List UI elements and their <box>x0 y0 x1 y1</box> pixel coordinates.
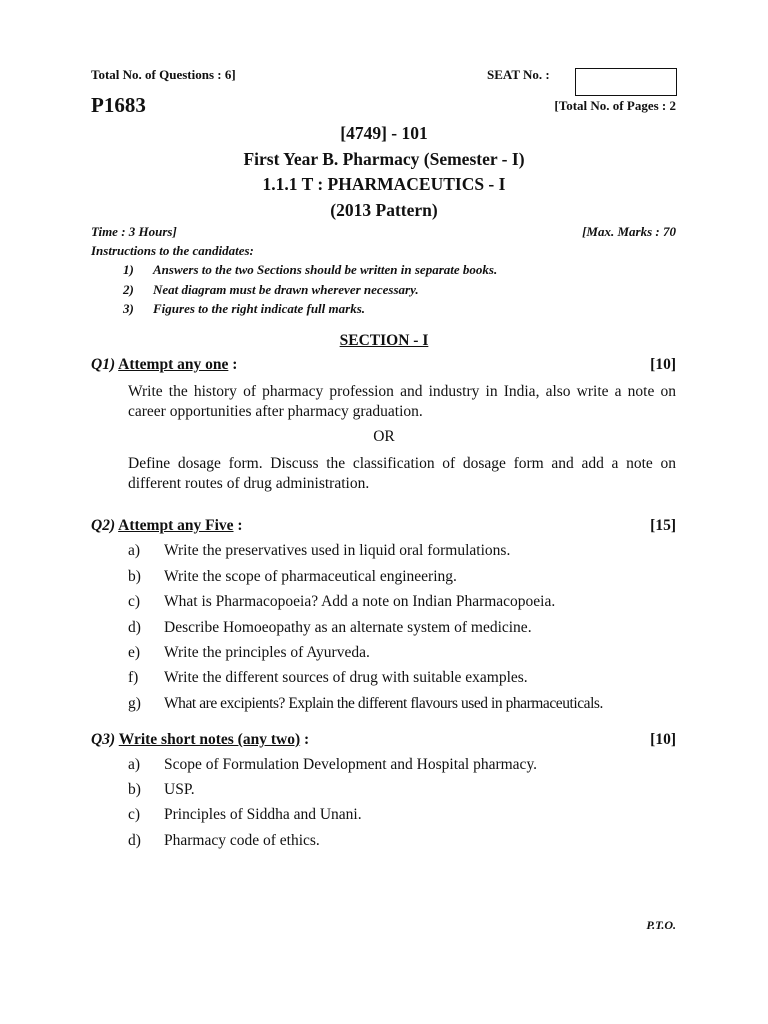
total-questions: Total No. of Questions : 6] <box>91 67 236 82</box>
q1-option-b: Define dosage form. Discuss the classification of dosage form and add a note on different routes of drug administration. <box>128 455 676 492</box>
q3-title: Write short notes (any two) <box>118 731 301 748</box>
q2-title: Attempt any Five <box>118 517 234 534</box>
instructions-heading: Instructions to the candidates: <box>91 243 254 258</box>
q3-number: Q3) <box>91 731 116 748</box>
q2-marks: [15] <box>650 517 676 534</box>
q1-option-a: Write the history of pharmacy profession and industry in India, also write a note on career opportunities after pharmacy graduation. <box>128 383 676 420</box>
q3-heading: Q3) Write short notes (any two) : [10] <box>91 731 676 748</box>
pto-label: P.T.O. <box>646 918 676 932</box>
course-title: First Year B. Pharmacy (Semester - I) <box>243 149 525 169</box>
q1-or: OR <box>373 428 395 445</box>
q2-heading: Q2) Attempt any Five : [15] <box>91 517 676 534</box>
instruction-item: 2) Neat diagram must be drawn wherever necessary. <box>123 282 419 297</box>
q2-number: Q2) <box>91 517 116 534</box>
q1-heading: Q1) Attempt any one : [10] <box>91 356 676 373</box>
instruction-item: 1) Answers to the two Sections should be written in separate books. <box>123 262 498 277</box>
instruction-item: 3) Figures to the right indicate full marks. <box>123 301 366 316</box>
exam-code: [4749] - 101 <box>340 123 428 143</box>
q3-marks: [10] <box>650 731 676 748</box>
pattern-title: (2013 Pattern) <box>330 200 438 220</box>
seat-no-label: SEAT No. : <box>487 67 550 82</box>
seat-no-box <box>575 68 677 96</box>
total-pages: [Total No. of Pages : 2 <box>554 98 676 113</box>
time-label: Time : 3 Hours] <box>91 224 177 239</box>
section-title: SECTION - I <box>339 332 429 349</box>
subject-title: 1.1.1 T : PHARMACEUTICS - I <box>262 174 506 194</box>
q1-number: Q1) <box>91 356 116 373</box>
q1-title: Attempt any one <box>118 356 229 373</box>
paper-code: P1683 <box>91 93 146 117</box>
max-marks: [Max. Marks : 70 <box>582 224 676 239</box>
q1-marks: [10] <box>650 356 676 373</box>
